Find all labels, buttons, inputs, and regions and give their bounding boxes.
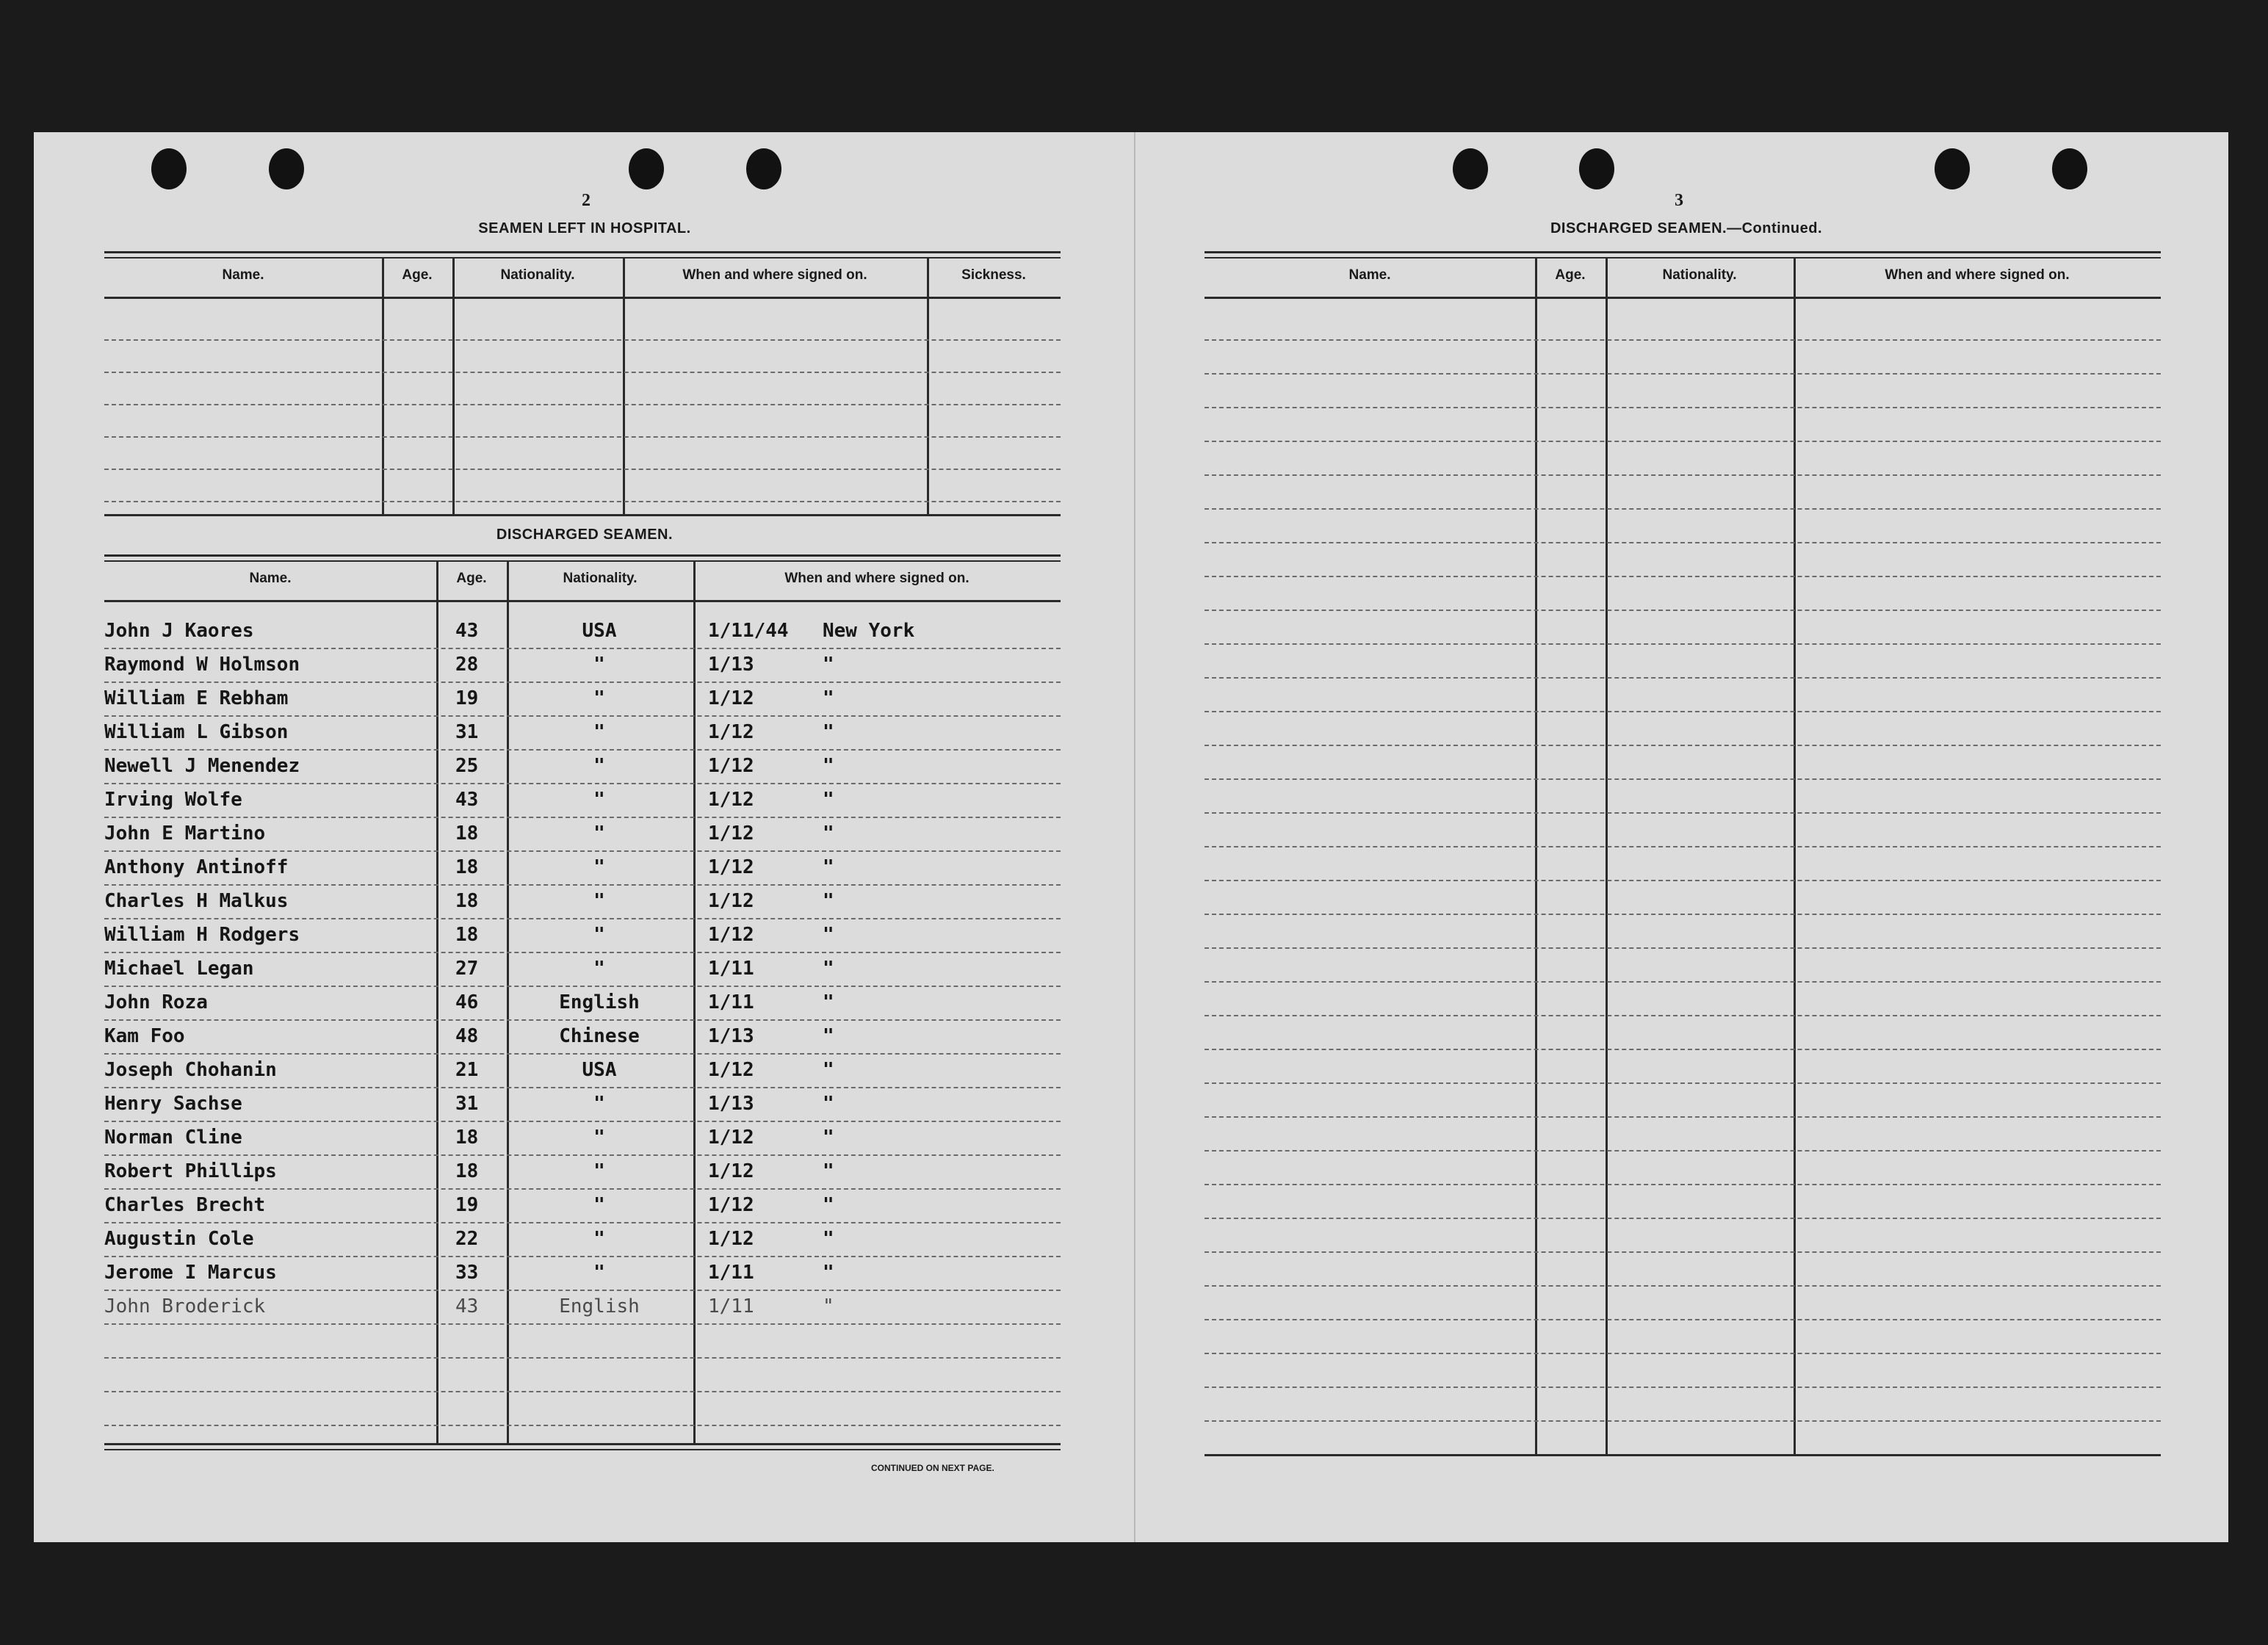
row-line xyxy=(104,918,1061,919)
row-line xyxy=(104,1425,1061,1426)
row-line xyxy=(1205,812,2161,814)
signed-on-date: 1/13 xyxy=(708,1093,754,1115)
signed-on-date: 1/12 xyxy=(708,789,754,811)
row-line xyxy=(1205,1218,2161,1219)
column-header: Nationality. xyxy=(563,571,638,586)
signed-on-place: " xyxy=(823,1160,834,1182)
signed-on-date: 1/12 xyxy=(708,1127,754,1149)
seaman-nationality: " xyxy=(593,1262,605,1284)
row-line xyxy=(1205,711,2161,712)
row-line xyxy=(104,1188,1061,1190)
table-top-rule xyxy=(104,554,1061,557)
column-divider xyxy=(1794,257,1796,1454)
column-header: Name. xyxy=(249,571,292,586)
row-line xyxy=(1205,542,2161,543)
seaman-age: 25 xyxy=(455,755,479,777)
seaman-name: Michael Legan xyxy=(104,958,254,980)
row-line xyxy=(1205,339,2161,341)
seaman-name: John J Kaores xyxy=(104,620,254,642)
header-rule xyxy=(1205,297,2161,299)
signed-on-date: 1/12 xyxy=(708,822,754,845)
signed-on-date: 1/12 xyxy=(708,1228,754,1250)
punch-hole xyxy=(269,148,304,189)
punch-hole xyxy=(1935,148,1970,189)
row-line xyxy=(104,404,1061,405)
row-line xyxy=(104,648,1061,649)
seaman-age: 19 xyxy=(455,687,479,709)
row-line xyxy=(1205,947,2161,949)
row-line xyxy=(104,339,1061,341)
table-bottom-rule xyxy=(104,1443,1061,1445)
column-header: Nationality. xyxy=(500,267,575,283)
row-line xyxy=(104,1391,1061,1392)
seaman-name: Raymond W Holmson xyxy=(104,654,300,676)
row-line xyxy=(1205,1386,2161,1388)
signed-on-place: " xyxy=(823,721,834,743)
signed-on-place: " xyxy=(823,856,834,878)
seaman-age: 43 xyxy=(455,789,479,811)
signed-on-place: " xyxy=(823,1093,834,1115)
signed-on-place: " xyxy=(823,1025,834,1047)
signed-on-place: " xyxy=(823,1295,834,1317)
signed-on-place: " xyxy=(823,1228,834,1250)
page-number: 3 xyxy=(1675,191,1683,210)
seaman-nationality: " xyxy=(593,822,605,845)
row-line xyxy=(104,1222,1061,1223)
signed-on-place: " xyxy=(823,958,834,980)
seaman-age: 43 xyxy=(455,620,479,642)
row-line xyxy=(1205,407,2161,408)
row-line xyxy=(104,469,1061,470)
signed-on-date: 1/12 xyxy=(708,721,754,743)
seaman-name: John Roza xyxy=(104,991,208,1013)
seaman-name: William E Rebham xyxy=(104,687,289,709)
table-bottom-rule xyxy=(104,514,1061,516)
row-line xyxy=(1205,1319,2161,1320)
continued-section-title: DISCHARGED SEAMEN.—Continued. xyxy=(1550,220,1823,236)
punch-hole xyxy=(151,148,187,189)
row-line xyxy=(1205,846,2161,847)
seaman-nationality: English xyxy=(559,991,640,1013)
seaman-nationality: " xyxy=(593,924,605,946)
header-rule xyxy=(104,297,1061,299)
signed-on-date: 1/11 xyxy=(708,1295,754,1317)
signed-on-date: 1/12 xyxy=(708,1160,754,1182)
column-divider xyxy=(693,560,696,1443)
signed-on-place: " xyxy=(823,991,834,1013)
seaman-age: 18 xyxy=(455,924,479,946)
continued-note: CONTINUED ON NEXT PAGE. xyxy=(871,1463,994,1473)
row-line xyxy=(104,817,1061,818)
seaman-age: 27 xyxy=(455,958,479,980)
seaman-nationality: USA xyxy=(582,1059,617,1081)
seaman-name: Anthony Antinoff xyxy=(104,856,289,878)
seaman-name: Henry Sachse xyxy=(104,1093,242,1115)
punch-hole xyxy=(1579,148,1614,189)
column-header: Name. xyxy=(1348,267,1391,283)
row-line xyxy=(104,436,1061,438)
signed-on-date: 1/11 xyxy=(708,958,754,980)
seaman-nationality: " xyxy=(593,654,605,676)
signed-on-date: 1/12 xyxy=(708,755,754,777)
column-header: Age. xyxy=(456,571,487,586)
seaman-age: 33 xyxy=(455,1262,479,1284)
seaman-age: 18 xyxy=(455,822,479,845)
table-top-rule xyxy=(104,257,1061,258)
signed-on-place: " xyxy=(823,924,834,946)
row-line xyxy=(1205,576,2161,577)
seaman-nationality: " xyxy=(593,1160,605,1182)
row-line xyxy=(1205,1420,2161,1422)
seaman-nationality: " xyxy=(593,1093,605,1115)
column-header: Nationality. xyxy=(1662,267,1737,283)
column-header: When and where signed on. xyxy=(1885,267,2070,283)
discharged-section-title: DISCHARGED SEAMEN. xyxy=(496,527,673,543)
signed-on-place: " xyxy=(823,890,834,912)
punch-hole xyxy=(629,148,664,189)
row-line xyxy=(104,715,1061,717)
row-line xyxy=(1205,981,2161,983)
table-top-rule xyxy=(104,251,1061,253)
signed-on-date: 1/13 xyxy=(708,1025,754,1047)
row-line xyxy=(104,1323,1061,1325)
column-header: When and where signed on. xyxy=(784,571,969,586)
seaman-name: Jerome I Marcus xyxy=(104,1262,277,1284)
row-line xyxy=(1205,1251,2161,1253)
left-page xyxy=(34,132,1134,1542)
row-line xyxy=(104,850,1061,852)
seaman-age: 43 xyxy=(455,1295,479,1317)
punch-hole xyxy=(746,148,781,189)
column-divider xyxy=(1535,257,1537,1454)
signed-on-place: " xyxy=(823,755,834,777)
right-page xyxy=(1134,132,2228,1542)
signed-on-date: 1/12 xyxy=(708,1059,754,1081)
seaman-nationality: " xyxy=(593,687,605,709)
seaman-nationality: " xyxy=(593,856,605,878)
column-header: Age. xyxy=(402,267,433,283)
page-number: 2 xyxy=(582,191,591,210)
row-line xyxy=(1205,643,2161,645)
seaman-nationality: English xyxy=(559,1295,640,1317)
seaman-age: 21 xyxy=(455,1059,479,1081)
row-line xyxy=(104,1053,1061,1055)
seaman-name: John Broderick xyxy=(104,1295,266,1317)
row-line xyxy=(1205,778,2161,780)
signed-on-place: " xyxy=(823,1127,834,1149)
row-line xyxy=(1205,474,2161,476)
row-line xyxy=(104,372,1061,373)
signed-on-place: " xyxy=(823,789,834,811)
seaman-nationality: " xyxy=(593,721,605,743)
seaman-name: Irving Wolfe xyxy=(104,789,242,811)
row-line xyxy=(104,1019,1061,1021)
seaman-nationality: " xyxy=(593,1127,605,1149)
row-line xyxy=(104,783,1061,784)
row-line xyxy=(1205,880,2161,881)
seaman-nationality: Chinese xyxy=(559,1025,640,1047)
row-line xyxy=(104,884,1061,886)
table-top-rule xyxy=(104,560,1061,562)
seaman-age: 18 xyxy=(455,856,479,878)
seaman-age: 18 xyxy=(455,1127,479,1149)
row-line xyxy=(104,1290,1061,1291)
table-bottom-rule xyxy=(1205,1454,2161,1456)
row-line xyxy=(104,1121,1061,1122)
signed-on-place: " xyxy=(823,1262,834,1284)
seaman-nationality: " xyxy=(593,789,605,811)
seaman-name: Norman Cline xyxy=(104,1127,242,1149)
column-header: Name. xyxy=(222,267,264,283)
row-line xyxy=(1205,1082,2161,1084)
seaman-age: 18 xyxy=(455,1160,479,1182)
signed-on-date: 1/12 xyxy=(708,856,754,878)
row-line xyxy=(1205,1015,2161,1016)
row-line xyxy=(1205,1184,2161,1185)
row-line xyxy=(1205,914,2161,915)
row-line xyxy=(1205,1150,2161,1152)
row-line xyxy=(1205,745,2161,746)
seaman-name: Kam Foo xyxy=(104,1025,185,1047)
signed-on-date: 1/12 xyxy=(708,890,754,912)
row-line xyxy=(1205,1049,2161,1050)
seaman-name: John E Martino xyxy=(104,822,266,845)
signed-on-date: 1/11 xyxy=(708,991,754,1013)
table-top-rule xyxy=(1205,257,2161,258)
column-divider xyxy=(436,560,438,1443)
seaman-nationality: " xyxy=(593,755,605,777)
table-top-rule xyxy=(1205,251,2161,253)
column-divider xyxy=(452,257,455,514)
row-line xyxy=(104,952,1061,953)
signed-on-place: " xyxy=(823,822,834,845)
column-divider xyxy=(927,257,929,514)
seaman-name: Joseph Chohanin xyxy=(104,1059,277,1081)
seaman-name: William L Gibson xyxy=(104,721,289,743)
row-line xyxy=(104,1357,1061,1359)
seaman-age: 31 xyxy=(455,721,479,743)
signed-on-date: 1/12 xyxy=(708,924,754,946)
seaman-name: Newell J Menendez xyxy=(104,755,300,777)
row-line xyxy=(1205,373,2161,375)
seaman-age: 31 xyxy=(455,1093,479,1115)
seaman-age: 22 xyxy=(455,1228,479,1250)
seaman-nationality: " xyxy=(593,1194,605,1216)
column-header: When and where signed on. xyxy=(682,267,867,283)
row-line xyxy=(104,986,1061,987)
row-line xyxy=(1205,610,2161,611)
column-divider xyxy=(507,560,509,1443)
signed-on-date: 1/12 xyxy=(708,1194,754,1216)
signed-on-place: New York xyxy=(823,620,915,642)
seaman-age: 46 xyxy=(455,991,479,1013)
signed-on-date: 1/11 xyxy=(708,1262,754,1284)
signed-on-date: 1/11/44 xyxy=(708,620,789,642)
seaman-age: 28 xyxy=(455,654,479,676)
seaman-nationality: " xyxy=(593,958,605,980)
row-line xyxy=(1205,508,2161,510)
signed-on-place: " xyxy=(823,687,834,709)
table-bottom-rule xyxy=(104,1449,1061,1450)
row-line xyxy=(104,749,1061,751)
signed-on-place: " xyxy=(823,654,834,676)
seaman-name: Augustin Cole xyxy=(104,1228,254,1250)
column-divider xyxy=(382,257,384,514)
seaman-age: 18 xyxy=(455,890,479,912)
row-line xyxy=(1205,1353,2161,1354)
row-line xyxy=(104,682,1061,683)
row-line xyxy=(1205,1116,2161,1118)
row-line xyxy=(1205,441,2161,442)
row-line xyxy=(1205,677,2161,679)
seaman-nationality: USA xyxy=(582,620,617,642)
seaman-age: 48 xyxy=(455,1025,479,1047)
seaman-nationality: " xyxy=(593,1228,605,1250)
seaman-nationality: " xyxy=(593,890,605,912)
seaman-name: Charles Brecht xyxy=(104,1194,266,1216)
signed-on-place: " xyxy=(823,1059,834,1081)
signed-on-date: 1/12 xyxy=(708,687,754,709)
signed-on-date: 1/13 xyxy=(708,654,754,676)
seaman-name: Robert Phillips xyxy=(104,1160,277,1182)
seaman-name: Charles H Malkus xyxy=(104,890,289,912)
header-rule xyxy=(104,600,1061,602)
row-line xyxy=(1205,1285,2161,1287)
hospital-section-title: SEAMEN LEFT IN HOSPITAL. xyxy=(478,220,691,236)
seaman-age: 19 xyxy=(455,1194,479,1216)
column-divider xyxy=(623,257,625,514)
column-header: Age. xyxy=(1555,267,1586,283)
seaman-name: William H Rodgers xyxy=(104,924,300,946)
punch-hole xyxy=(1453,148,1488,189)
punch-hole xyxy=(2052,148,2087,189)
column-divider xyxy=(1606,257,1608,1454)
row-line xyxy=(104,1256,1061,1257)
column-header: Sickness. xyxy=(961,267,1026,283)
row-line xyxy=(104,1154,1061,1156)
row-line xyxy=(104,1087,1061,1088)
signed-on-place: " xyxy=(823,1194,834,1216)
row-line xyxy=(104,501,1061,502)
